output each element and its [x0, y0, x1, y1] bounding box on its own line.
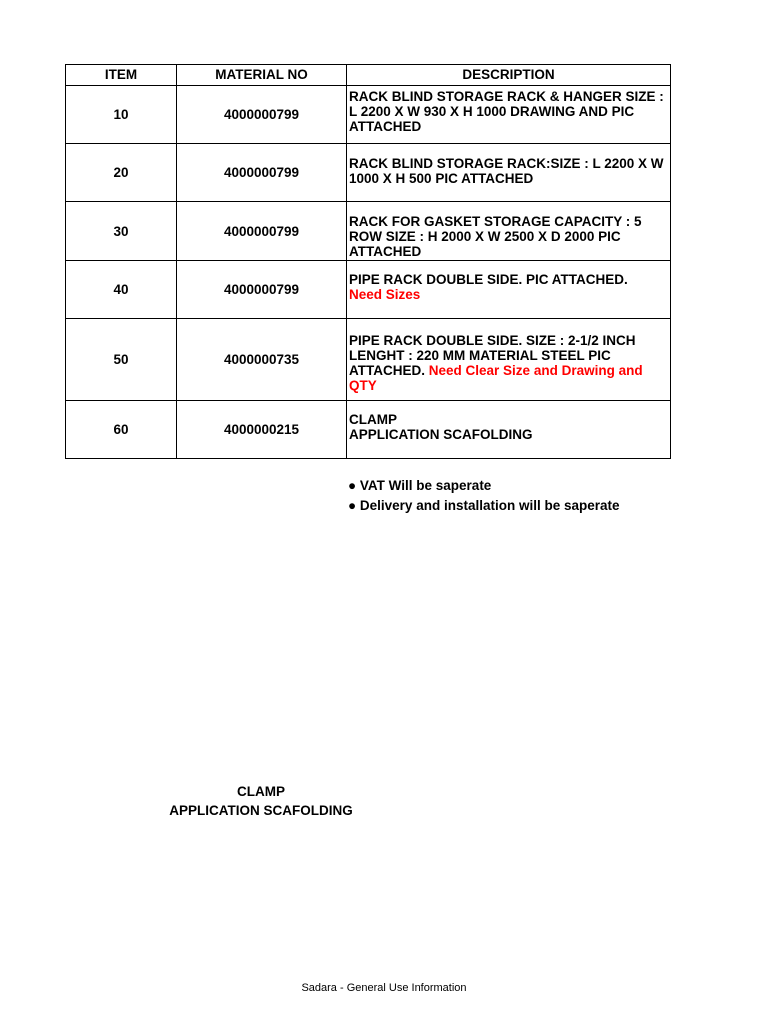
- material-no-cell: 4000000215: [177, 401, 347, 459]
- items-table: [65, 64, 671, 459]
- note-vat: ● VAT Will be saperate: [348, 478, 492, 493]
- item-cell: 40: [66, 261, 177, 319]
- table-row: [66, 319, 671, 401]
- note-delivery: ● Delivery and installation will be saperate: [348, 498, 620, 513]
- material-no-cell: 4000000799: [177, 144, 347, 202]
- table-header-row: [66, 65, 671, 86]
- item-cell: 10: [66, 86, 177, 144]
- description-text: PIPE RACK DOUBLE SIDE. PIC ATTACHED.: [349, 272, 628, 287]
- item-cell: 50: [66, 319, 177, 401]
- table-row: [66, 86, 671, 144]
- table-row: [66, 261, 671, 319]
- header-material-no: MATERIAL NO: [177, 65, 347, 86]
- clamp-application: APPLICATION SCAFOLDING: [169, 803, 353, 818]
- description-cell: [347, 144, 671, 202]
- table-row: [66, 144, 671, 202]
- description-cell: [347, 401, 671, 459]
- material-no-cell: 4000000735: [177, 319, 347, 401]
- table-row: [66, 401, 671, 459]
- description-cell: [347, 319, 671, 401]
- description-cell: [347, 261, 671, 319]
- notes-list: [348, 476, 620, 516]
- header-description: DESCRIPTION: [347, 65, 671, 86]
- description-text: APPLICATION SCAFOLDING: [349, 427, 533, 442]
- description-text: PIPE RACK DOUBLE SIDE. SIZE : 2-1/2 INCH LENGHT : 220 MM MATERIAL STEEL PIC ATTACHED.: [349, 333, 636, 378]
- description-text: RACK BLIND STORAGE RACK:SIZE : L 2200 X W 1000 X H 500 PIC ATTACHED: [349, 156, 664, 186]
- clamp-title: CLAMP: [237, 784, 285, 799]
- item-cell: 20: [66, 144, 177, 202]
- material-no-cell: 4000000799: [177, 86, 347, 144]
- item-cell: 30: [66, 202, 177, 261]
- description-cell: [347, 202, 671, 261]
- need-sizes-note: Need Sizes: [349, 287, 421, 302]
- description-cell: [347, 86, 671, 144]
- description-text: CLAMP: [349, 412, 397, 427]
- material-no-cell: 4000000799: [177, 202, 347, 261]
- header-item: ITEM: [66, 65, 177, 86]
- description-text: RACK BLIND STORAGE RACK & HANGER SIZE : L 2200 X W 930 X H 1000 DRAWING AND PIC ATTACHED: [349, 89, 664, 134]
- item-cell: 60: [66, 401, 177, 459]
- description-text: RACK FOR GASKET STORAGE CAPACITY : 5 ROW SIZE : H 2000 X W 2500 X D 2000 PIC ATTACHED: [349, 214, 642, 259]
- material-no-cell: 4000000799: [177, 261, 347, 319]
- table-row: [66, 202, 671, 261]
- need-clear-size-note: Need Clear Size and Drawing and QTY: [349, 363, 643, 393]
- clamp-caption: [140, 782, 382, 820]
- footer-classification: Sadara - General Use Information: [301, 982, 467, 994]
